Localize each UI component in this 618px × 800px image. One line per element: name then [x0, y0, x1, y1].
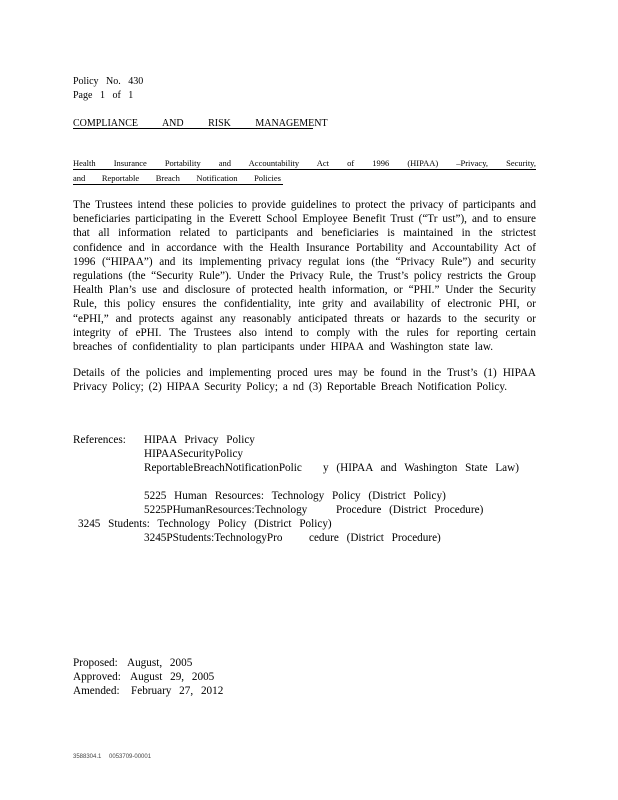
paragraph-line: Details of the policies and implementing proced ures may be found in the Trust’s (1) HIPAA: [73, 367, 536, 379]
reference-item: ReportableBreachNotificationPolic: [144, 462, 302, 474]
amended-label: Amended:: [73, 685, 120, 697]
details-paragraph: [73, 366, 536, 394]
policy-title-underline2: [73, 184, 283, 185]
references-label: References:: [73, 434, 126, 446]
paragraph-line: Privacy Policy; (2) HIPAA Security Policy; a nd (3) Reportable Breach Notification Policy.: [73, 381, 507, 394]
reference-item: HIPAASecurityPolicy: [144, 448, 244, 460]
paragraph-line: “ePHI,” and protects against any reasonably anticipated threats or hazards to the security or: [73, 312, 536, 325]
approved-label: Approved:: [73, 671, 121, 683]
paragraph-line: regulations (the “Security Rule”). Under the Privacy Rule, the Trust’s policy restricts the Group: [73, 270, 536, 283]
paragraph-line: The Trustees intend these policies to provide guidelines to protect the privacy of participants and: [73, 199, 536, 211]
policy-number: Policy No. 430: [73, 76, 144, 87]
paragraph-line: Health Plan’s use and disclosure of protected health information, or “PHI.” Under the Security: [73, 284, 536, 297]
paragraph-line: that all information related to participants and beneficiaries is maintained in the strictest: [73, 227, 536, 240]
proposed-label: Proposed:: [73, 657, 118, 669]
paragraph-line: 1996 (“HIPAA”) and its implementing privacy regulat ions (the “Privacy Rule”) and security: [73, 255, 536, 268]
paragraph-line: beneficiaries participating in the Everett School Employee Benefit Trust (“Tr ust”), and to ensure: [73, 213, 536, 226]
approved-date: August 29, 2005: [130, 671, 215, 683]
paragraph-line: confidence and in accordance with the Health Insurance Portability and Accountability Act of: [73, 241, 536, 254]
district-reference: 3245 Students: Technology Policy (District Policy): [78, 518, 332, 530]
policy-title-underline1: [73, 169, 536, 170]
section-title-underline: [73, 128, 313, 129]
footer-document-code: 3588304.1 0053709-00001: [73, 754, 152, 760]
district-reference: cedure (District Procedure): [309, 532, 441, 544]
proposed-date: August, 2005: [127, 657, 193, 669]
page-number: Page 1 of 1: [73, 90, 134, 101]
district-reference: 3245PStudents:TechnologyPro: [144, 532, 283, 544]
section-title: COMPLIANCE AND RISK MANAGEMENT: [73, 118, 328, 129]
reference-item: y (HIPAA and Washington State Law): [323, 462, 519, 474]
policy-title-line1: Health Insurance Portability and Accountability Act of 1996 (HIPAA) –Privacy, Security,: [73, 158, 536, 168]
paragraph-line: integrity of ePHI. The Trustees also intend to comply with the rules for reporting certain: [73, 326, 536, 339]
paragraph-line: Rule, this policy ensures the confidentiality, inte grity and availability of electronic PHI, or: [73, 298, 536, 311]
amended-date: February 27, 2012: [131, 685, 224, 697]
district-reference: Procedure (District Procedure): [336, 504, 484, 516]
policy-title-line2: and Reportable Breach Notification Policies: [73, 173, 281, 183]
intro-paragraph: [73, 198, 536, 354]
reference-item: HIPAA Privacy Policy: [144, 434, 255, 446]
district-reference: 5225PHumanResources:Technology: [144, 504, 308, 516]
paragraph-line: breaches of confidentiality to plan participants under HIPAA and Washington state law.: [73, 341, 493, 354]
district-reference: 5225 Human Resources: Technology Policy (District Policy): [144, 490, 446, 502]
